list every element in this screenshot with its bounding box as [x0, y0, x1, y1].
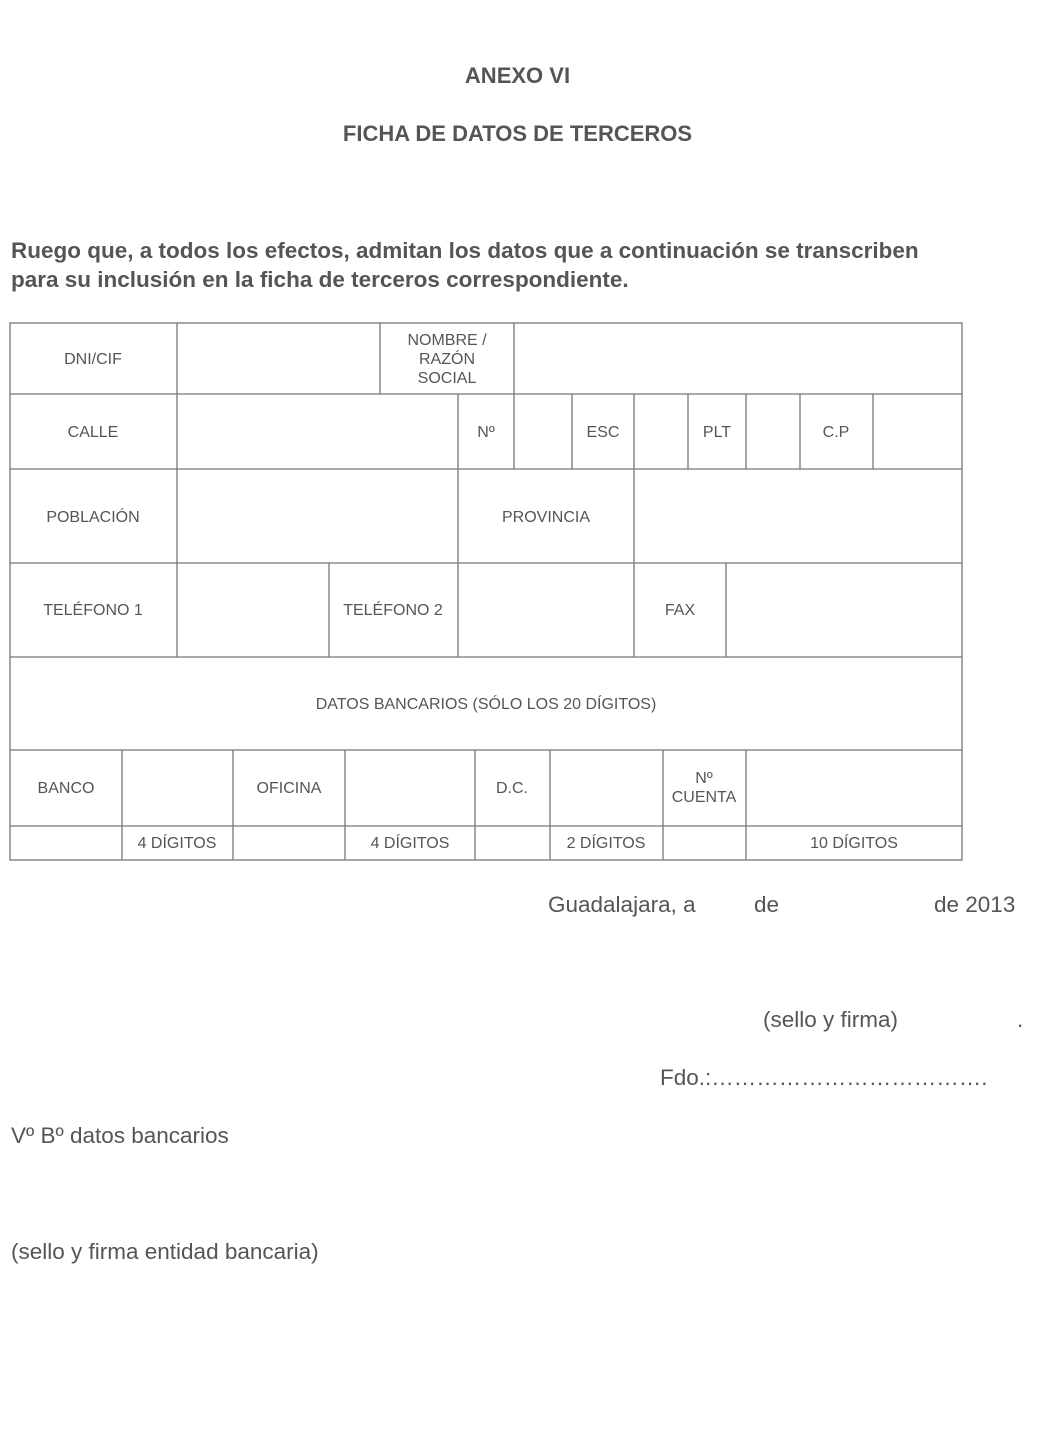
calle-field[interactable] — [178, 395, 457, 468]
fax-field[interactable] — [727, 564, 961, 656]
poblacion-field[interactable] — [178, 470, 457, 562]
label-plt: PLT — [702, 424, 732, 441]
intro-line-1: Ruego que, a todos los efectos, admitan los datos que a continuación se transcriben — [11, 238, 919, 263]
label-banco: BANCO — [37, 780, 95, 797]
label-cp: C.P — [822, 424, 850, 441]
cp-field[interactable] — [874, 395, 961, 468]
label-nombre-line-2: RAZÓN — [419, 351, 475, 368]
label-nombre-line-3: SOCIAL — [417, 370, 477, 387]
bank-stamp-label: (sello y firma entidad bancaria) — [11, 1239, 319, 1264]
dc-field[interactable] — [551, 751, 662, 825]
stamp-signature-label: (sello y firma) — [763, 1007, 899, 1032]
label-dni-cif: DNI/CIF — [64, 351, 122, 368]
label-telefono-2: TELÉFONO 2 — [343, 602, 443, 619]
document-title: FICHA DE DATOS DE TERCEROS — [342, 121, 693, 146]
provincia-field[interactable] — [635, 470, 961, 562]
label-numero: Nº — [477, 424, 495, 441]
oficina-field[interactable] — [346, 751, 474, 825]
label-digits-cuenta: 10 DÍGITOS — [810, 835, 898, 852]
numero-field[interactable] — [515, 395, 571, 468]
date-year: de 2013 — [934, 892, 1016, 917]
label-datos-bancarios: DATOS BANCARIOS (SÓLO LOS 20 DÍGITOS) — [315, 696, 657, 713]
label-esc: ESC — [586, 424, 620, 441]
label-fax: FAX — [664, 602, 696, 619]
label-poblacion: POBLACIÓN — [46, 509, 140, 526]
label-provincia: PROVINCIA — [501, 509, 591, 526]
nombre-razon-social-field[interactable] — [515, 324, 961, 393]
bank-approval-label: Vº Bº datos bancarios — [11, 1123, 229, 1148]
signed-by-line: Fdo.:………………………………. — [660, 1065, 988, 1090]
telefono-2-field[interactable] — [459, 564, 633, 656]
dni-cif-field[interactable] — [178, 324, 379, 393]
label-nombre-line-1: NOMBRE / — [407, 332, 487, 349]
label-calle: CALLE — [67, 424, 119, 441]
plt-field[interactable] — [747, 395, 799, 468]
label-num-cuenta-line-2: CUENTA — [671, 789, 737, 806]
telefono-1-field[interactable] — [178, 564, 328, 656]
esc-field[interactable] — [635, 395, 687, 468]
date-de: de — [754, 892, 780, 917]
intro-line-2: para su inclusión en la ficha de terceros correspondiente. — [11, 267, 629, 292]
label-digits-dc: 2 DÍGITOS — [566, 835, 646, 852]
trailing-dot: . — [1017, 1007, 1024, 1032]
date-place: Guadalajara, a — [548, 892, 696, 917]
label-digits-oficina: 4 DÍGITOS — [370, 835, 450, 852]
num-cuenta-field[interactable] — [747, 751, 961, 825]
label-telefono-1: TELÉFONO 1 — [43, 602, 143, 619]
label-num-cuenta-line-1: Nº — [695, 770, 713, 787]
label-digits-banco: 4 DÍGITOS — [137, 835, 217, 852]
label-dc: D.C. — [496, 780, 528, 797]
label-oficina: OFICINA — [256, 780, 322, 797]
annex-heading: ANEXO VI — [464, 63, 571, 88]
banco-field[interactable] — [123, 751, 232, 825]
